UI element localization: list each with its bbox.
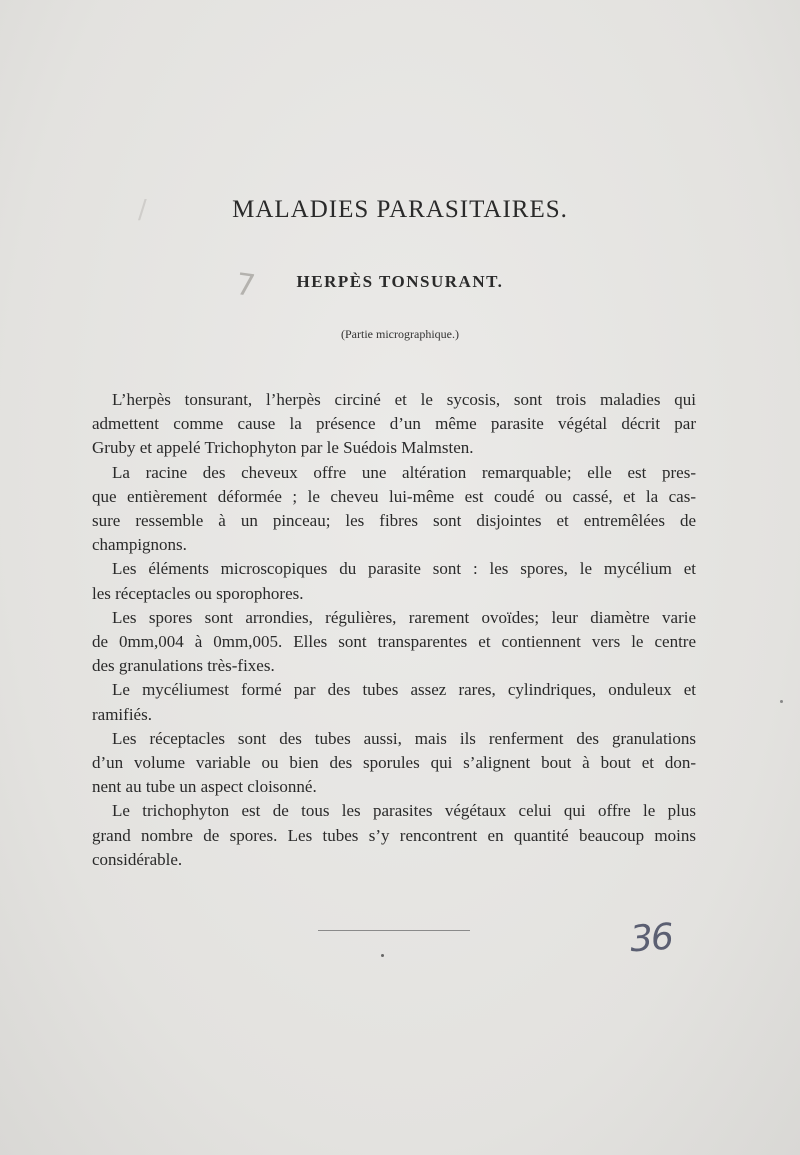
paragraph bbox=[92, 388, 696, 461]
text-line: Les éléments microscopiques du parasite sont : les spores, le mycélium et bbox=[112, 559, 696, 579]
text-line: L’herpès tonsurant, l’herpès circiné et le sycosis, sont trois maladies qui bbox=[112, 390, 696, 409]
faint-mark: / bbox=[138, 195, 147, 225]
text-line: champignons. bbox=[92, 535, 187, 555]
paragraph bbox=[92, 606, 696, 679]
text-line: Les réceptacles sont des tubes aussi, mais ils renferment des granulations bbox=[112, 728, 696, 748]
paragraph bbox=[92, 557, 696, 605]
handwritten-page-number: 36 bbox=[628, 916, 674, 961]
paragraph bbox=[92, 461, 696, 558]
text-line: Le mycéliumest formé par des tubes assez rares, cylindriques, onduleux et bbox=[112, 680, 696, 700]
pencil-mark: 7 bbox=[233, 266, 258, 305]
margin-dot bbox=[780, 700, 783, 703]
text-line: nent au tube un aspect cloisonné. bbox=[92, 777, 317, 797]
text-line: ramifiés. bbox=[92, 704, 152, 724]
text-line: sure ressemble à un pinceau; les fibres sont disjointes et entremêlées de bbox=[92, 511, 696, 531]
text-line: des granulations très-fixes. bbox=[92, 656, 275, 676]
paragraph bbox=[92, 799, 696, 872]
text-line: les réceptacles ou sporophores. bbox=[92, 583, 304, 603]
body-text bbox=[92, 388, 696, 872]
page-title: MALADIES PARASITAIRES. bbox=[232, 196, 568, 223]
text-line: Les spores sont arrondies, régulières, rarement ovoïdes; leur diamètre varie bbox=[112, 607, 696, 627]
text-line: que entièrement déformée ; le cheveu lui-même est coudé ou cassé, et la cas- bbox=[92, 486, 696, 506]
text-line: grand nombre de spores. Les tubes s’y rencontrent en quantité beaucoup moins bbox=[92, 825, 696, 845]
text-line: Le trichophyton est de tous les parasites végétaux celui qui offre le plus bbox=[112, 801, 696, 821]
paragraph bbox=[92, 678, 696, 726]
text-line: La racine des cheveux offre une altération remarquable; elle est pres- bbox=[112, 462, 696, 482]
text-line: admettent comme cause la présence d’un même parasite végétal décrit par bbox=[92, 414, 696, 434]
ink-dot bbox=[381, 954, 384, 957]
section-note: (Partie micrographique.) bbox=[341, 327, 459, 341]
end-rule bbox=[318, 930, 470, 931]
paragraph bbox=[92, 727, 696, 800]
text-line: d’un volume variable ou bien des sporules qui s’alignent bout à bout et don- bbox=[92, 753, 696, 773]
text-line: Gruby et appelé Trichophyton par le Suédois Malmsten. bbox=[92, 438, 474, 458]
text-line: de 0mm,004 à 0mm,005. Elles sont transparentes et contiennent vers le centre bbox=[92, 632, 696, 652]
text-line: considérable. bbox=[92, 849, 183, 869]
section-title: HERPÈS TONSURANT. bbox=[296, 272, 504, 291]
